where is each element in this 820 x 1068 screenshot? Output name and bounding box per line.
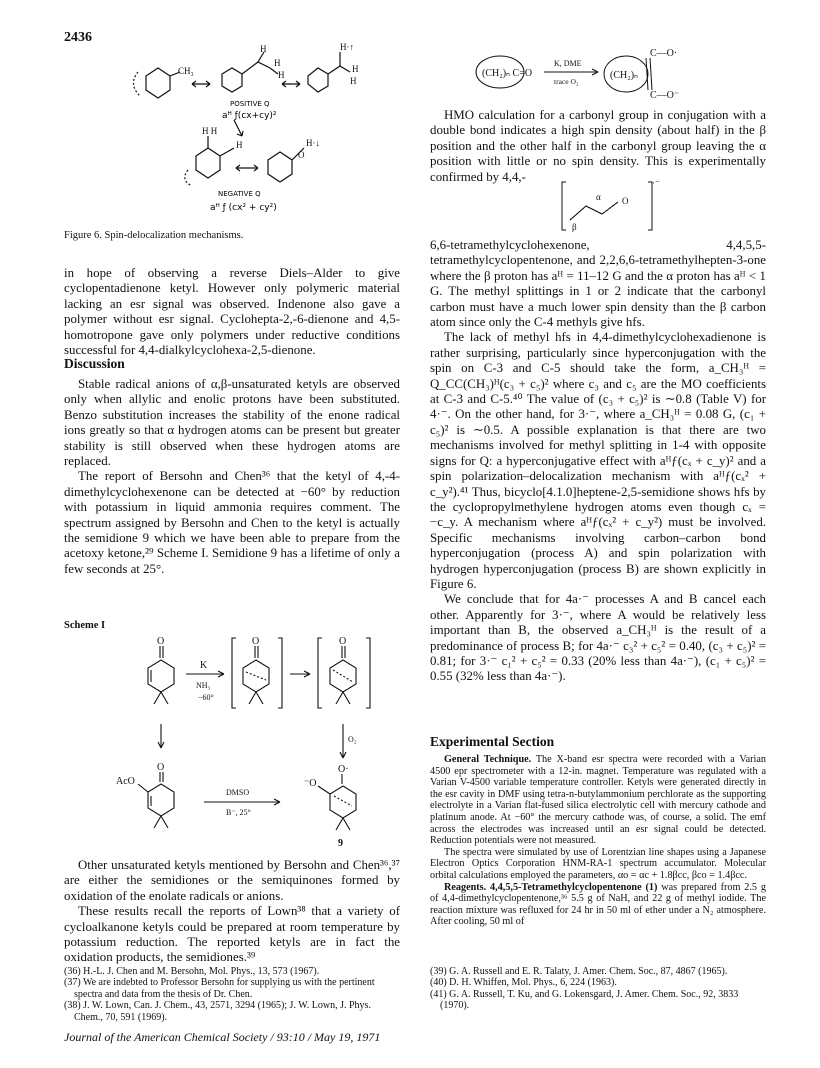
scheme-dmso: DMSO xyxy=(226,788,250,797)
footnotes-left xyxy=(64,966,400,1023)
right-column-para1 xyxy=(430,108,766,185)
exp-3-text: was prepared from 2.5 g of 4,4-dimethylcyclopentenone,³⁶ 5.5 g of NaH, and 22 g of methyl iodide. The reaction mixture was refluxed for 24 hr in 50 ml of ether under a N₂ atmosphere. After cooling, 50 ml of xyxy=(430,881,766,928)
right-column-body xyxy=(430,238,766,685)
experimental-heading: Experimental Section xyxy=(430,734,555,749)
reaction-left: (CH₂)ₙ C=O xyxy=(482,68,533,79)
footnote-38: (38) J. W. Lown, Can. J. Chem., 43, 2571, 3294 (1965); J. W. Lown, J. Phys. Chem., 70, 591 (1969). xyxy=(64,1000,371,1023)
svg-text:CH₃: CH₃ xyxy=(178,66,194,76)
svg-text:H H: H H xyxy=(202,126,218,136)
scheme-temp: −60° xyxy=(198,693,214,702)
left-para-3: The report of Bersohn and Chen³⁶ that the ketyl of 4,-4-dimethylcyclohexenone can be detected at −60° by reduction with potassium in liquid ammonia requires comment. The spectrum assigned by Bersohn and Chen to the ketyl is actually the semidione 9 which we have been able to prepare from the acetoxy ketone,²⁹ Scheme I. Semidione 9 has a lifetime of only a few seconds at 25°. xyxy=(64,469,400,576)
left-para-4: Other unsaturated ketyls mentioned by Bersohn and Chen³⁶,³⁷ are either the semidiones or the semiquinones formed by oxidation of the enolate radicals or anions. xyxy=(64,858,400,903)
scheme-o-rad: O· xyxy=(338,764,349,775)
scheme-o-minus: ⁻O xyxy=(304,778,317,789)
right-para-3: The lack of methyl hfs in 4,4-dimethylcyclohexadienone is rather surprising, particularly since hyperconjugation with the spin on C-3 and C-5 should take the form, a_CH₃ᴴ = Q_CC(CH₃)ᴴ(c₃ + c₅)² where c₃ and c₅ are the MO coefficients at C-3 and C-5.⁴⁰ The value of (c₃ + c₅)² is ∼0.8 (Table V) for 4·⁻. On the other hand, for 3·⁻, where a_CH₃ᴴ = 0.08 G, (c₁ + c₅)² is ∼0.5. A possible explanation is that there are two mechanisms involved for methyl splitting in 1-4 with opposite signs for Q: a hyperconjugative effect with aᴴƒ(cₓ + c_y)² and a spin polarization–delocalization mechanism with aᴴƒ(cₓ² + c_y²).⁴¹ Thus, bicyclo[4.1.0]heptene-2,5-semidione shows hfs by the cyclopropylmethylene hydrogen atoms even though cₓ = −c_y. A mechanism where aᴴƒ(cₓ² + c_y²) must be involved. Specific mechanisms involving carbon–carbon bond hyperconjugation (process A) and spin polarization with hydrogen hyperconjugation (process B) are shown explicitly in Figure 6. xyxy=(430,330,766,591)
reaction-scheme-drawing xyxy=(474,44,694,104)
left-para-2: Stable radical anions of α,β-unsaturated ketyls are observed only when allylic and enolic protons have been substituted. Benzo substitution increases the stability of the enone radical ions greatly so that α hydrogen atoms can be present but greater stability is still observed when these hydrogen atoms are replaced. xyxy=(64,377,400,469)
enone-o: O xyxy=(622,196,629,206)
svg-text:H·↓: H·↓ xyxy=(306,138,320,148)
footnote-36: (36) H.-L. J. Chen and M. Bersohn, Mol. Phys., 13, 573 (1967). xyxy=(64,966,320,977)
svg-text:H: H xyxy=(350,76,357,86)
footnote-37: (37) We are indebted to Professor Bersohn for supplying us with the pertinent spectra and data from the thesis of Dr. Chen. xyxy=(64,977,375,1000)
scheme-1-drawing xyxy=(116,632,380,850)
right-para-1: HMO calculation for a carbonyl group in conjugation with a double bond indicates a high spin density (about half) in the β position and the other half in the carbonyl group leaving the α position with little or no spin density. This is experimentally confirmed by 4,4,- xyxy=(430,108,766,184)
right-para-2: 6,6-tetramethylcyclohexenone, 4,4,5,5-tetramethylcyclopentenone, and 2,2,6,6-tetramethylhepten-3-one where the β proton has aᴴ = 11–12 G and the α proton has aᴴ < 1 G. The methyl splittings in 1 or 2 indicate that the carbonyl carbon must have a much lower spin density than the β carbon atom since only the C-4 methyls give hfs. xyxy=(430,238,766,330)
scheme-o-3: O xyxy=(339,636,347,647)
scheme-o-4: O xyxy=(157,762,165,773)
svg-text:H: H xyxy=(274,58,281,68)
exp-1-text: The X-band esr spectra were recorded with a Varian 4500 epr spectrometer with a 12-in. magnet. Temperature was regulated with a Varian V-4500 variable temperature controller. Ketyls were generated directly in the esr cavity in DMF using tetra-n-butylammonium perchlorate as the supporting electrolyte in a Varian flat-fused silica electrolytic cell with mercury cathode and platinum anode. At −60° the mercury cathode was, of course, a solid. The emf across the electrodes was increased until an esr signal could be detected. Reduction potentials were not measured. xyxy=(430,754,766,847)
svg-text:C—O⁻: C—O⁻ xyxy=(650,90,680,101)
exp-para-3 xyxy=(430,882,766,928)
scheme-base: B⁻, 25° xyxy=(226,808,251,817)
scheme-o-2: O xyxy=(252,636,260,647)
enone-radical-drawing xyxy=(562,180,662,232)
svg-text:H: H xyxy=(260,44,267,54)
reaction-condition: trace O₂ xyxy=(554,77,579,86)
figure-6-caption: Figure 6. Spin-delocalization mechanisms. xyxy=(64,230,244,241)
scheme-o2: O₂ xyxy=(348,735,357,744)
svg-text:·⁻: ·⁻ xyxy=(652,178,660,188)
negative-q-formula: aᴴ ƒ (cx² + cy²) xyxy=(210,203,277,213)
svg-text:H: H xyxy=(278,70,285,80)
svg-text:H: H xyxy=(236,140,243,150)
exp-para-1 xyxy=(430,754,766,847)
reaction-reagent: K, DME xyxy=(554,59,582,68)
enone-alpha: α xyxy=(596,192,601,202)
svg-text:C—O·: C—O· xyxy=(650,48,678,59)
scheme-o-1: O xyxy=(157,636,165,647)
journal-footer: Journal of the American Chemical Society / 93:10 / May 19, 1971 xyxy=(64,1030,381,1044)
exp-3-title: Reagents. 4,4,5,5-Tetramethylcyclopentenone (1) xyxy=(444,881,658,893)
exp-para-2: The spectra were simulated by use of Lorentzian line shapes using a Japanese Electron Optics Corporation HNM-RA-1 spectrum accumulator. Molecular orbital calculations employed the parameters, αo = αc + 1.8βcc, βco = 1.4βcc. xyxy=(430,846,766,881)
svg-text:H: H xyxy=(352,64,359,74)
footnote-41: (41) G. A. Russell, T. Ku, and G. Lokensgard, J. Amer. Chem. Soc., 92, 3833 (1970). xyxy=(430,988,739,1012)
scheme-k: K xyxy=(200,660,208,671)
scheme-nh3: NH₃ xyxy=(196,681,211,690)
right-para-4: We conclude that for 4a·⁻ processes A and B cancel each other. Apparently for 3·⁻, where A would be relatively less important than B, the observed a_CH₃ᴴ is the result of a predominance of process B; for 4a·⁻ c₃² + c₅² = 0.40, (c₃ + c₅)² = 0.81; for 3·⁻ c₁² + c₅² = 0.33 (20% less than 4a·⁻), (c₁ + c₅)² = 0.55 (32% less than 4a·⁻). xyxy=(430,592,766,684)
discussion-heading: Discussion xyxy=(64,356,125,371)
exp-1-title: General Technique. xyxy=(444,754,532,765)
scheme-aco: AcO xyxy=(116,776,135,787)
left-para-5: These results recall the reports of Lown³⁸ that a variety of cycloalkanone ketyls could be prepared at room temperature by potassium reduction. The reported ketyls are in fact the oxidation products, the semidiones.³⁹ xyxy=(64,904,400,965)
positive-q-formula: aᴴ ƒ(cx+cy)² xyxy=(222,111,277,121)
left-para-1: in hope of observing a reverse Diels–Alder to give cyclopentadienone ketyl. However only polymeric material lacking an esr signal was observed. Indenone also gave a polymer without esr signal. Cyclohepta-2,-6-dienone and 4,5-homotropone gave only polymers under reductive conditions successful for 4,4-dialkylcyclohexa-2,5-dienone. xyxy=(64,266,400,358)
positive-q-label: POSITIVE Q xyxy=(230,100,270,108)
footnote-39: (39) G. A. Russell and E. R. Talaty, J. Amer. Chem. Soc., 87, 4867 (1965). xyxy=(430,966,728,977)
svg-text:O: O xyxy=(298,150,305,160)
scheme-compound-9: 9 xyxy=(338,838,343,849)
svg-text:H·↑: H·↑ xyxy=(340,42,354,52)
left-column-para4 xyxy=(64,858,400,966)
experimental-body xyxy=(430,754,766,928)
footnote-40: (40) D. H. Whiffen, Mol. Phys., 6, 224 (1963). xyxy=(430,977,617,989)
negative-q-label: NEGATIVE Q xyxy=(218,190,261,198)
left-column-para2 xyxy=(64,377,400,577)
enone-beta: β xyxy=(572,222,577,232)
figure-6-drawing xyxy=(118,44,368,220)
left-column-para1 xyxy=(64,266,400,358)
page-number: 2436 xyxy=(64,30,92,45)
reaction-right: (CH₂)ₙ xyxy=(610,70,639,81)
scheme-1-label: Scheme I xyxy=(64,620,106,631)
footnotes-right xyxy=(430,966,766,1012)
